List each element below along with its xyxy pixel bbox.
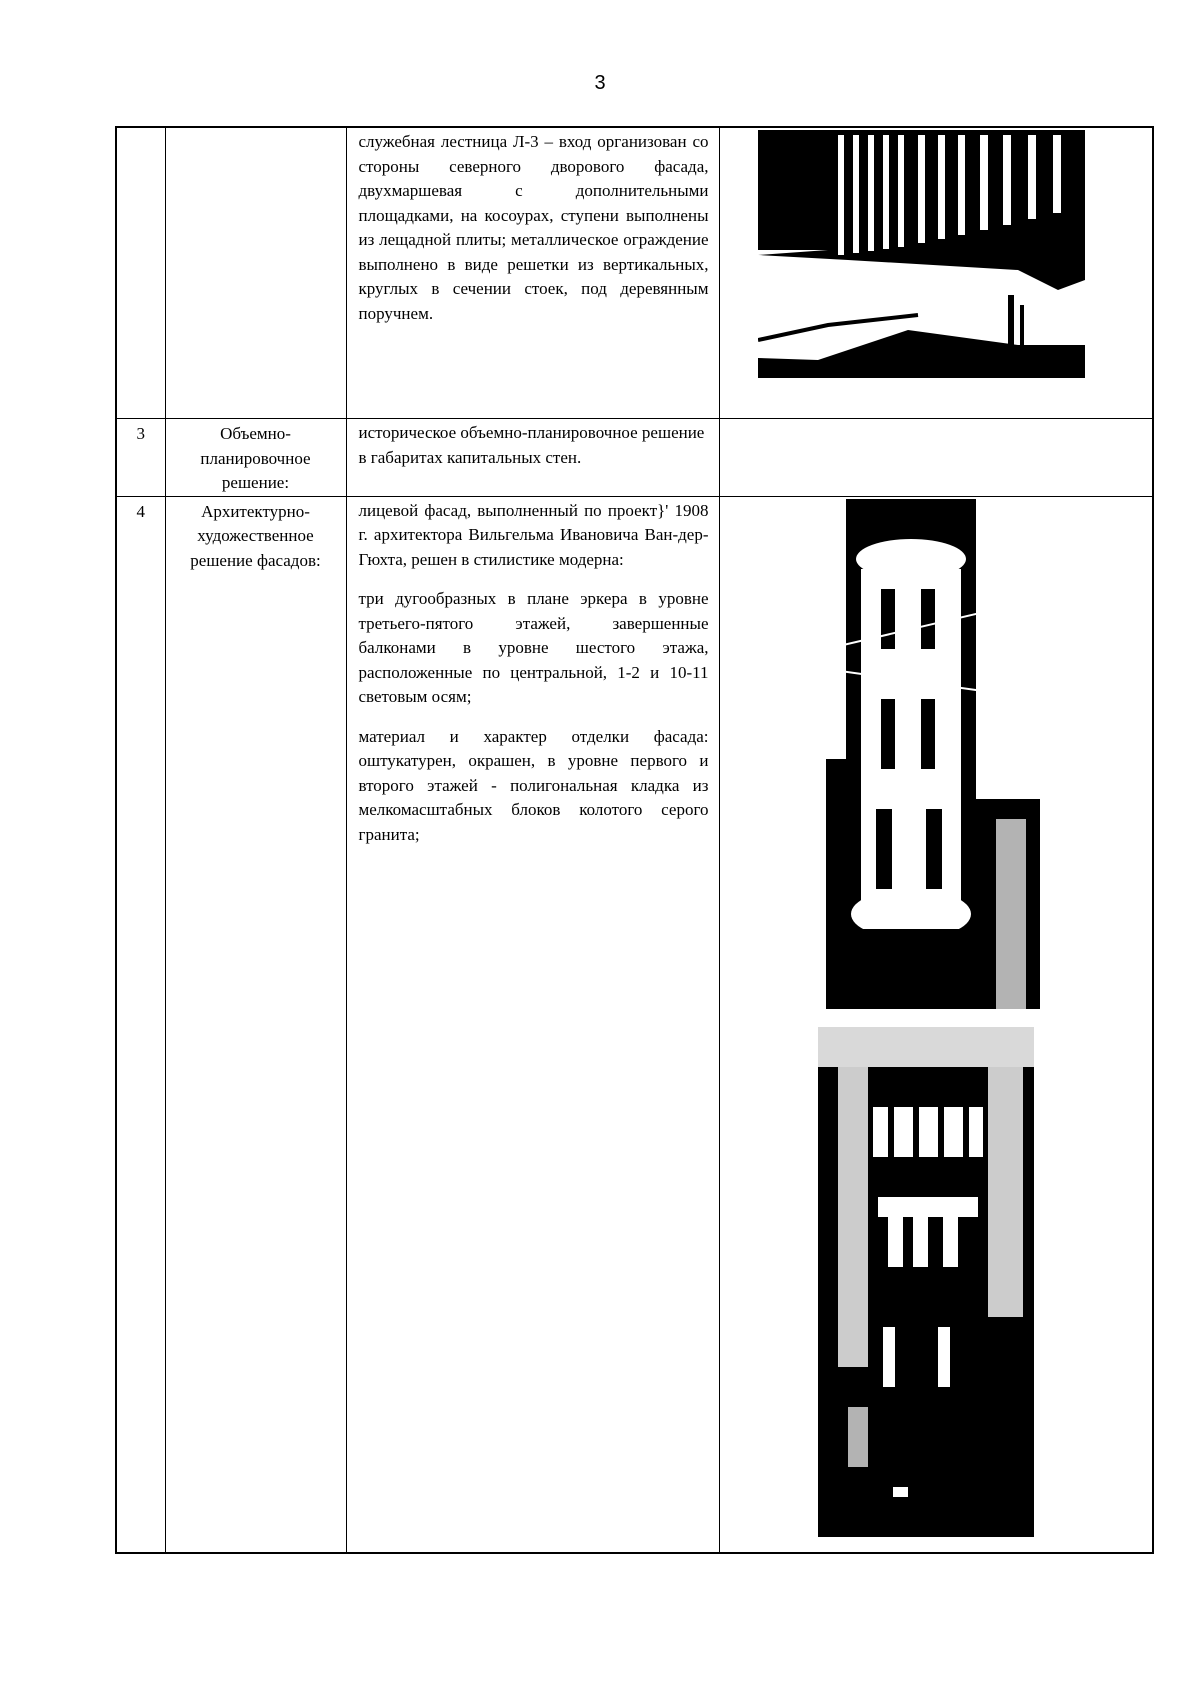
table-row <box>116 419 1153 497</box>
row-name: Объемно-планировочное решение: <box>165 419 346 497</box>
staircase-photo <box>758 130 1085 378</box>
description-paragraph: служебная лестница Л-3 – вход организован со стороны северного дворового фасада, двухмаршевая с дополнительными площадками, на косоурах, ступени выполнены из лещадной плиты; металлическое ограждение выполнено в виде решетки из вертикальных, круглых в сечении стоек, под деревянным поручнем. <box>358 132 709 323</box>
description-paragraph: лицевой фасад, выполненный по проект}' 1908 г. архитектора Вильгельма Ивановича Ван-дер-Гюхта, решен в стилистике модерна: <box>358 500 709 569</box>
object-description-table <box>115 126 1154 1554</box>
row-number <box>116 127 165 419</box>
photo-cell <box>719 496 1153 1553</box>
page-number: 3 <box>594 72 606 94</box>
description-paragraph: историческое объемно-планировочное решение в габаритах капитальных стен. <box>358 423 705 467</box>
table-row <box>116 496 1153 1553</box>
description-paragraph: материал и характер отделки фасада: оштукатурен, окрашен, в уровне первого и второго этажей - полигональная кладка из мелкомасштабных блоков колотого серого гранита; <box>358 726 709 844</box>
photo-cell <box>719 419 1153 497</box>
row-name: Архитектурно-художественное решение фасадов: <box>165 496 346 1553</box>
row-description <box>346 496 719 1553</box>
row-name <box>165 127 346 419</box>
bay-window-photo-bottom <box>818 1027 1034 1537</box>
description-paragraph: три дугообразных в плане эркера в уровне третьего-пятого этажей, завершенные балконами в уровне шестого этажа, расположенные по центральной, 1-2 и 10-11 световым осям; <box>358 589 709 706</box>
photo-cell <box>719 127 1153 419</box>
row-number: 4 <box>116 496 165 1553</box>
row-description <box>346 419 719 497</box>
table-row <box>116 127 1153 419</box>
row-number: 3 <box>116 419 165 497</box>
bay-window-photo-top <box>826 499 1040 1009</box>
row-description <box>346 127 719 419</box>
